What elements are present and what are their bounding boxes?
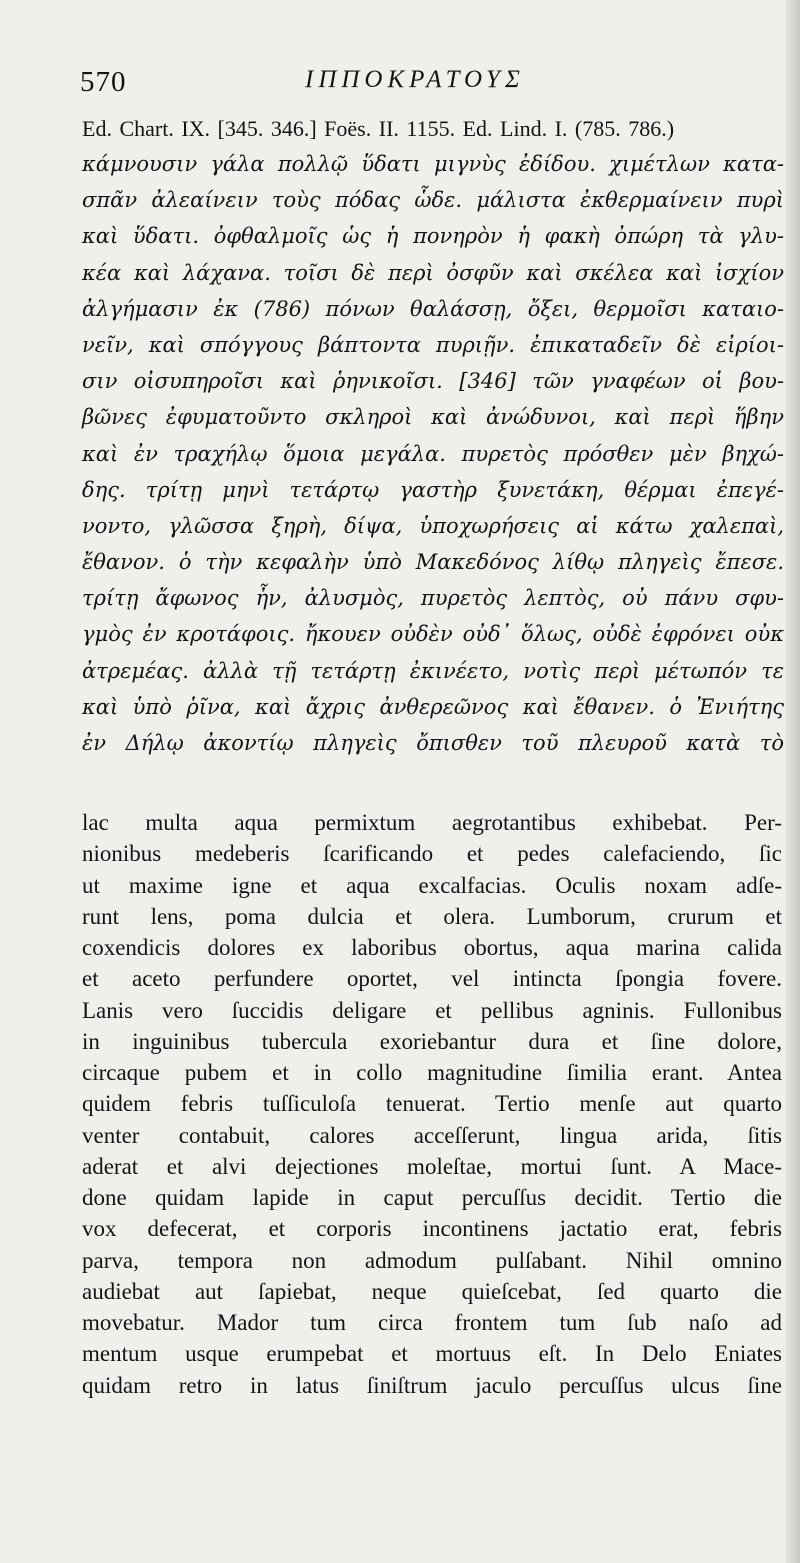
page-header (80, 58, 780, 98)
greek-line: σιν οἰσυπηροῖσι καὶ ῥηνικοῖσι. [346] τῶν γναφέων οἱ βου- (82, 369, 784, 394)
latin-line: quidem febris tuſſiculoſa tenuerat. Tertio menſe aut quarto (82, 1091, 782, 1117)
greek-line: γμὸς ἐν κροτάφοις. ἤκουεν οὐδὲν οὐδ᾽ ὅλως, οὐδὲ ἐφρόνει οὐκ (82, 622, 784, 647)
greek-line: νοντο, γλῶσσα ξηρὴ, δίψα, ὑποχωρήσεις αἱ κάτω χαλεπαὶ, (82, 513, 784, 538)
greek-line: ἔθανον. ὁ τὴν κεφαλὴν ὑπὸ Μακεδόνος λίθῳ πληγεὶς ἔπεσε. (82, 550, 784, 575)
latin-line: done quidam lapide in caput percuſſus decidit. Tertio die (82, 1185, 782, 1210)
latin-line: audiebat aut ſapiebat, neque quieſcebat, ſed quarto die (82, 1278, 782, 1304)
page-number: 570 (80, 66, 127, 98)
greek-line: βῶνες ἐφυματοῦντο σκληροὶ καὶ ἀνώδυνοι, καὶ περὶ ἥβην (82, 405, 784, 430)
greek-text-block (82, 146, 784, 761)
latin-line: runt lens, poma dulcia et olera. Lumborum, crurum et (82, 903, 782, 929)
greek-line: καὶ ὑπὸ ῥῖνα, καὶ ἄχρις ἀνθερεῶνος καὶ ἔθανεν. ὁ Ἐνιήτης (82, 694, 784, 719)
greek-line: τρίτῃ ἄφωνος ἦν, ἀλυσμὸς, πυρετὸς λεπτὸς, οὐ πάνυ σφυ- (82, 586, 784, 611)
greek-line: ἀλγήμασιν ἐκ (786) πόνων θαλάσσῃ, ὄξει, θερμοῖσι καταιο- (82, 296, 784, 321)
edition-reference-line: Ed. Chart. IX. [345. 346.] Foës. II. 1155. Ed. Lind. I. (785. 786.) (82, 116, 675, 141)
greek-line: δης. τρίτῃ μηνὶ τετάρτῳ γαστὴρ ξυνετάκη, θέρμαι ἐπεγέ- (82, 477, 784, 502)
greek-line: κάμνουσιν γάλα πολλῷ ὕδατι μιγνὺς ἐδίδου. χιμέτλων κατα- (82, 152, 784, 176)
page-edge-shadow (786, 0, 800, 1563)
latin-line: in inguinibus tubercula exoriebantur dura et ſine dolore, (82, 1028, 782, 1054)
greek-line: κέα καὶ λάχανα. τοῖσι δὲ περὶ ὀσφῦν καὶ σκέλεα καὶ ἰσχίον (82, 260, 784, 285)
greek-line: σπᾶν ἀλεαίνειν τοὺς πόδας ὧδε. μάλιστα ἐκθερμαίνειν πυρὶ (82, 188, 784, 213)
latin-line: lac multa aqua permixtum aegrotantibus exhibebat. Per- (82, 810, 782, 835)
greek-line: ἀτρεμέας. ἀλλὰ τῇ τετάρτῃ ἐκινέετο, νοτὶς περὶ μέτωπόν τε (82, 658, 784, 683)
greek-line: καὶ ὕδατι. ὀφθαλμοῖς ὡς ἡ πονηρὸν ἡ φακὴ ὀπώρη τὰ γλυ- (82, 224, 784, 249)
latin-line: aderat et alvi dejectiones moleſtae, mortui ſunt. A Mace- (82, 1153, 782, 1179)
greek-line: καὶ ἐν τραχήλῳ ὅμοια μεγάλα. πυρετὸς πρόσθεν μὲν βηχώ- (82, 441, 784, 466)
latin-line: movebatur. Mador tum circa frontem tum ſub naſo ad (82, 1310, 782, 1335)
latin-line: vox defecerat, et corporis incontinens jactatio erat, febris (82, 1216, 782, 1242)
latin-line: Lanis vero ſuccidis deligare et pellibus agninis. Fullonibus (82, 997, 782, 1023)
greek-line: νεῖν, καὶ σπόγγους βάπτοντα πυριῇν. ἐπικαταδεῖν δὲ εἰρίοι- (82, 332, 784, 357)
greek-line: ἐν Δήλῳ ἀκοντίῳ πληγεὶς ὄπισθεν τοῦ πλευροῦ κατὰ τὸ (82, 731, 784, 755)
latin-line: coxendicis dolores ex laboribus obortus, aqua marina calida (82, 935, 782, 960)
latin-line: parva, tempora non admodum pulſabant. Nihil omnino (82, 1247, 782, 1273)
latin-line: mentum usque erumpebat et mortuus eſt. In Delo Eniates (82, 1341, 782, 1367)
latin-line: quidam retro in latus ſiniſtrum jaculo percuſſus ulcus ſine (82, 1372, 782, 1398)
latin-line: venter contabuit, calores acceſſerunt, lingua arida, ſitis (82, 1122, 782, 1148)
latin-text-block (82, 807, 782, 1401)
latin-line: et aceto perfundere oportet, vel intincta ſpongia fovere. (82, 966, 782, 992)
latin-line: ut maxime igne et aqua excalfacias. Oculis noxam adſe- (82, 872, 782, 898)
running-title: ΙΠΠΟΚΡΑΤΟΥΣ (305, 66, 525, 93)
latin-line: circaque pubem et in collo magnitudine ſimilia erant. Antea (82, 1060, 782, 1085)
latin-line: nionibus medeberis ſcarificando et pedes calefaciendo, ſic (82, 841, 782, 867)
